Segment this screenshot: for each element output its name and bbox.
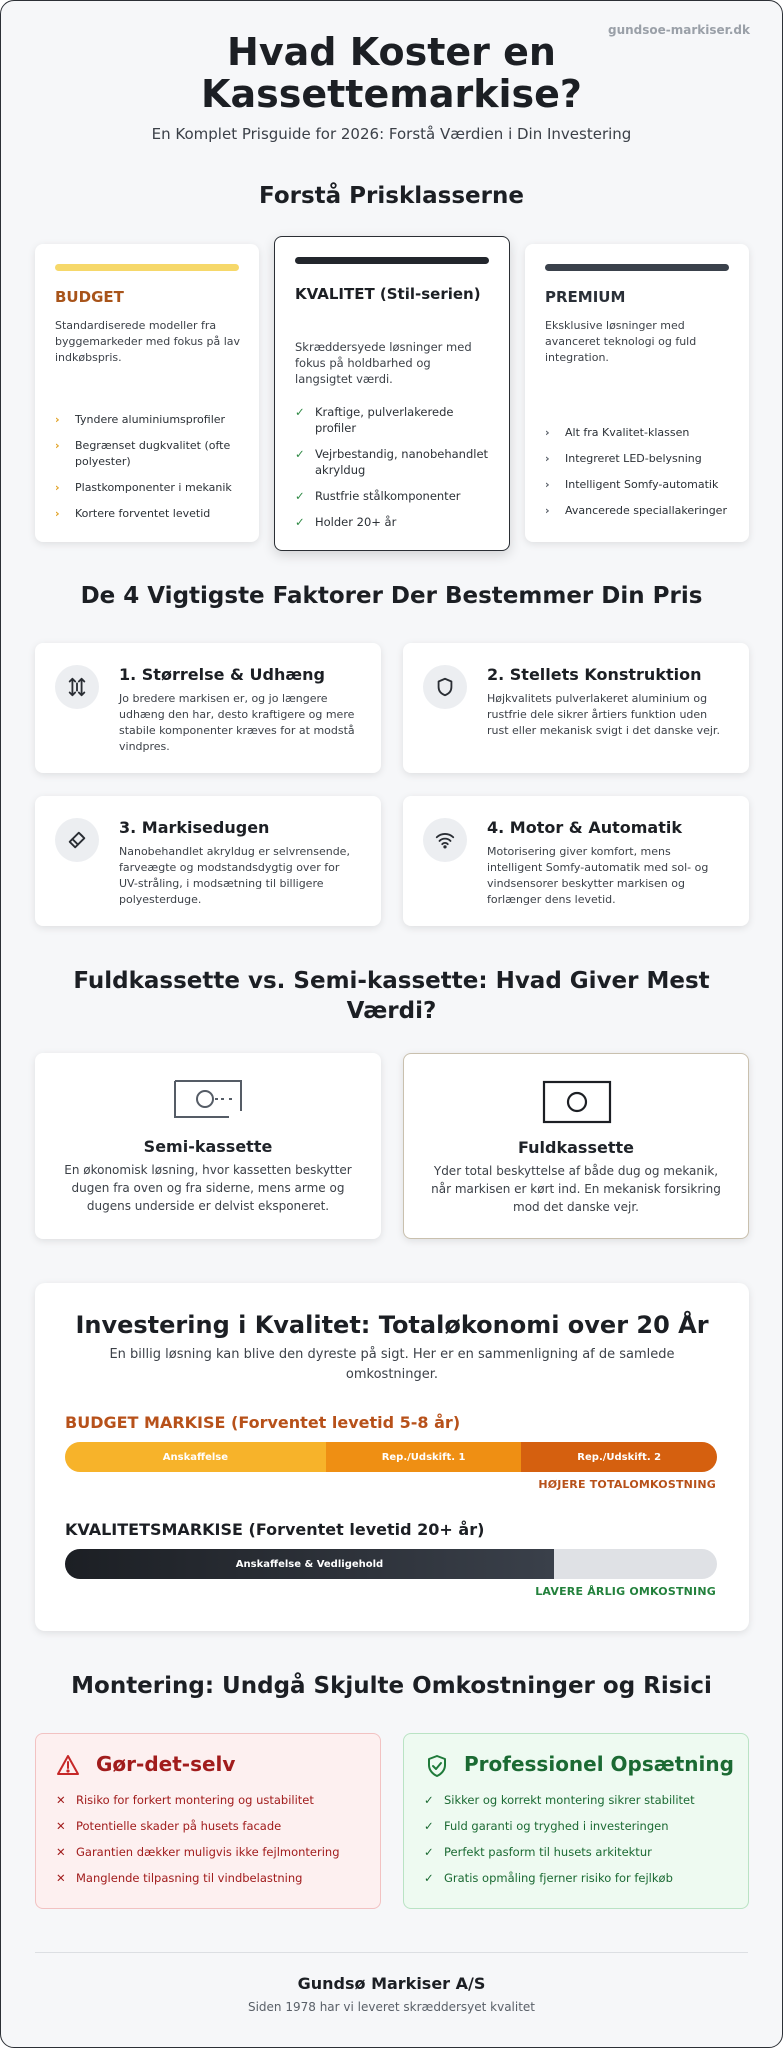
semi-cassette-title: Semi-kassette <box>143 1137 273 1156</box>
diy-risk-item: ✕ Potentielle skader på husets facade <box>56 1819 282 1833</box>
tier-description: Standardiserede modeller fra byggemarkeder med fokus på lav indkøbspris. <box>55 319 241 364</box>
check-icon: ✓ <box>424 1871 434 1885</box>
factor-card-fabric <box>35 796 381 926</box>
chevron-right-icon: › <box>55 413 60 426</box>
full-cassette-card <box>403 1053 749 1239</box>
budget-bar-label: BUDGET MARKISE (Forventet levetid 5-8 år) <box>65 1413 461 1432</box>
diy-card <box>35 1733 381 1909</box>
tier-feature: › Plastkomponenter i mekanik <box>55 481 232 494</box>
diy-title: Gør-det-selv <box>96 1752 236 1776</box>
shield-icon <box>423 665 467 709</box>
footer-divider <box>35 1952 748 1953</box>
full-cassette-text: Yder total beskyttelse af både dug og mekanik, når markisen er kørt ind. En mekanisk forsikring mod det danske vejr. <box>431 1164 721 1214</box>
check-icon: ✓ <box>295 489 305 503</box>
cost-segment: Anskaffelse & Vedligehold <box>65 1549 554 1579</box>
footer-company: Gundsø Markiser A/S <box>297 1974 486 1993</box>
check-icon: ✓ <box>295 515 305 529</box>
factor-title: 2. Stellets Konstruktion <box>487 665 702 684</box>
cost-segment: Rep./Udskift. 1 <box>326 1442 522 1472</box>
chevron-right-icon: › <box>55 507 60 520</box>
pro-benefit-item: ✓ Perfekt pasform til husets arkitektur <box>424 1845 652 1859</box>
pro-benefit-item: ✓ Gratis opmåling fjerner risiko for fejlkøb <box>424 1871 673 1885</box>
page-title-line-2: Kassettemarkise? <box>201 72 582 116</box>
page-title <box>1 31 782 115</box>
budget-cost-bar <box>65 1442 717 1472</box>
tier-card-budget <box>35 244 259 542</box>
footer-tagline: Siden 1978 har vi leveret skræddersyet kvalitet <box>247 2000 536 2014</box>
tier-feature: ✓ Rustfrie stålkomponenter <box>295 489 461 503</box>
semi-cassette-icon <box>173 1077 243 1125</box>
budget-bar-note: HØJERE TOTALOMKOSTNING <box>538 1478 716 1491</box>
factor-text: Nanobehandlet akryldug er selvrensende, farveægte og modstandsdygtig over for UV-stråling, i modsætning til billigere polyesterduge. <box>119 845 350 906</box>
diy-risk-item: ✕ Risiko for forkert montering og ustabilitet <box>56 1793 314 1807</box>
tier-feature: › Begrænset dugkvalitet (ofte polyester) <box>55 439 231 468</box>
tier-description: Skræddersyede løsninger med fokus på holdbarhed og langsigtet værdi. <box>295 340 472 386</box>
investment-heading: Investering i Kvalitet: Totaløkonomi over 20 År <box>75 1311 709 1339</box>
chevron-right-icon: › <box>55 439 60 452</box>
chevron-right-icon: › <box>545 452 550 465</box>
pro-card <box>403 1733 749 1909</box>
check-icon: ✓ <box>295 447 305 461</box>
page-subtitle: En Komplet Prisguide for 2026: Forstå Værdien i Din Investering <box>151 125 632 143</box>
pro-benefit-item: ✓ Fuld garanti og tryghed i investeringen <box>424 1819 669 1833</box>
tier-accent-bar <box>55 264 239 271</box>
cost-segment: Rep./Udskift. 2 <box>521 1442 717 1472</box>
investment-intro: En billig løsning kan blive den dyreste på sigt. Her er en sammenligning af de samlede omkostninger. <box>109 1347 675 1382</box>
tier-feature: › Avancerede speciallakeringer <box>545 504 727 517</box>
tier-feature: ✓ Vejrbestandig, nanobehandlet akryldug <box>295 447 489 477</box>
check-icon: ✓ <box>424 1793 434 1807</box>
factor-title: 3. Markisedugen <box>119 818 270 837</box>
factor-text: Højkvalitets pulverlakeret aluminium og rustfrie dele sikrer årtiers funktion uden rust eller mekanisk svigt i det danske vejr. <box>487 692 720 737</box>
warning-icon <box>56 1754 80 1780</box>
factor-card-frame <box>403 643 749 773</box>
pro-benefit-list <box>424 1792 732 1896</box>
tier-feature: › Tyndere aluminiumsprofiler <box>55 413 226 426</box>
cassette-heading-line-1: Fuldkassette vs. Semi-kassette: Hvad Giver Mest <box>73 968 710 994</box>
tier-card-premium <box>525 244 749 542</box>
cassette-heading <box>41 966 742 1026</box>
semi-cassette-text: En økonomisk løsning, hvor kassetten beskytter dugen fra oven og fra siderne, mens arme og dugens underside er delvist eksponeret. <box>64 1163 352 1213</box>
factors-heading: De 4 Vigtigste Faktorer Der Bestemmer Din Pris <box>80 583 703 609</box>
installation-heading: Montering: Undgå Skjulte Omkostninger og Risici <box>71 1673 712 1699</box>
factor-title: 4. Motor & Automatik <box>487 818 682 837</box>
cross-icon: ✕ <box>56 1845 66 1859</box>
chevron-right-icon: › <box>545 478 550 491</box>
tier-feature: ✓ Holder 20+ år <box>295 515 397 529</box>
tier-feature-list <box>545 425 735 529</box>
factor-card-size <box>35 643 381 773</box>
factor-title: 1. Størrelse & Udhæng <box>119 665 325 684</box>
quality-bar-note: LAVERE ÅRLIG OMKOSTNING <box>535 1585 716 1598</box>
chevron-right-icon: › <box>545 504 550 517</box>
quality-bar-label: KVALITETSMARKISE (Forventet levetid 20+ år) <box>65 1520 485 1539</box>
page-title-line-1: Hvad Koster en <box>227 30 556 74</box>
price-classes-heading: Forstå Prisklasserne <box>259 183 524 209</box>
tier-feature-list <box>295 404 495 540</box>
chevron-right-icon: › <box>55 481 60 494</box>
tier-feature: › Alt fra Kvalitet-klassen <box>545 426 690 439</box>
tier-card-quality <box>274 236 510 551</box>
cost-segment: Anskaffelse <box>65 1442 326 1472</box>
full-cassette-title: Fuldkassette <box>518 1138 634 1157</box>
tier-accent-bar <box>545 264 729 271</box>
tier-description: Eksklusive løsninger med avanceret teknologi og fuld integration. <box>545 319 697 364</box>
check-icon: ✓ <box>424 1819 434 1833</box>
factor-card-motor <box>403 796 749 926</box>
arrows-vertical-icon <box>55 665 99 709</box>
tier-accent-bar <box>295 257 489 264</box>
diy-risk-item: ✕ Manglende tilpasning til vindbelastning <box>56 1871 303 1885</box>
pro-benefit-item: ✓ Sikker og korrekt montering sikrer stabilitet <box>424 1793 695 1807</box>
cross-icon: ✕ <box>56 1793 66 1807</box>
wifi-icon <box>423 818 467 862</box>
shield-check-icon <box>426 1754 448 1782</box>
semi-cassette-card <box>35 1053 381 1239</box>
diy-risk-item: ✕ Garantien dækker muligvis ikke fejlmontering <box>56 1845 340 1859</box>
tier-feature-list <box>55 412 245 532</box>
tier-name: KVALITET (Stil-serien) <box>295 285 481 303</box>
factor-text: Jo bredere markisen er, og jo længere udhæng den har, desto kraftigere og mere stabile komponenter kræves for at modstå vindpres. <box>119 692 355 753</box>
tier-name: PREMIUM <box>545 288 626 306</box>
tier-feature: › Intelligent Somfy-automatik <box>545 478 719 491</box>
tier-feature: ✓ Kraftige, pulverlakerede profiler <box>295 405 454 435</box>
tier-name: BUDGET <box>55 288 124 306</box>
full-cassette-icon <box>542 1080 612 1128</box>
check-icon: ✓ <box>295 405 305 419</box>
cross-icon: ✕ <box>56 1819 66 1833</box>
factor-text: Motorisering giver komfort, mens intelligent Somfy-automatik med sol- og vindsensorer beskytter markisen og forlænger dens levetid. <box>487 845 709 906</box>
chevron-right-icon: › <box>545 426 550 439</box>
tier-feature: › Integreret LED-belysning <box>545 452 702 465</box>
site-domain[interactable]: gundsoe-markiser.dk <box>607 23 750 37</box>
cross-icon: ✕ <box>56 1871 66 1885</box>
pro-title: Professionel Opsætning <box>464 1752 734 1776</box>
quality-cost-bar <box>65 1549 717 1579</box>
fabric-brush-icon <box>55 818 99 862</box>
check-icon: ✓ <box>424 1845 434 1859</box>
tier-feature: › Kortere forventet levetid <box>55 507 211 520</box>
diy-risk-list <box>56 1792 364 1896</box>
cassette-heading-line-2: Værdi? <box>346 998 437 1024</box>
